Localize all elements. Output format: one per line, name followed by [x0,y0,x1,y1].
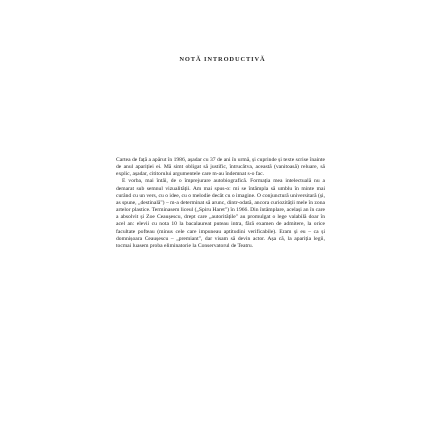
body-text [116,157,325,250]
chapter-title: NOTĂ INTRODUCTIVĂ [179,56,266,63]
paragraph-1: Cartea de față a apărut în 1986, așadar cu 37 de ani în urmă, și cuprinde și texte scrise înainte de anul apariției ei. Mă simt obligat să justific, întrucâtva, această (vanitoasă) reluare, să explic, așadar, cititorului argumentele care m-au îndemnat s-o fac. [116,157,325,178]
paragraph-2: E vorba, mai întâi, de o împrejurare autobiografică. Formația mea intelectuală nu a demarat sub semnul vizualității. Am mai spus-o: mi se întâmpla să umblu în minte mai curând cu un vers, cu o idee, cu o melodie decât cu o imagine. O conjunctură universitară (și, as spune, „destinală") – m-a determinat să arunc, dintr-odată, ancora curiozității mele în zona artelor plastice. Terminasem liceul („Spiru Haret") în 1966. Din întâmplare, același an în care a absolvit și Zoe Ceaușescu, drept care „autoritățile" au promulgat o lege valabilă doar în acel an: elevii cu nota 10 la bacalaureat puteau intra, fără examen de admitere, la orice facultate pofteau (minus cele care impuneau aptitudini verificabile). Eram și eu – ca și domnișoara Ceaușescu – „premiant", dar visam să devin actor. Așa că, la apariția legii, tocmai luasem proba eliminatorie la Conservatorul de Teatru. [116,178,325,249]
